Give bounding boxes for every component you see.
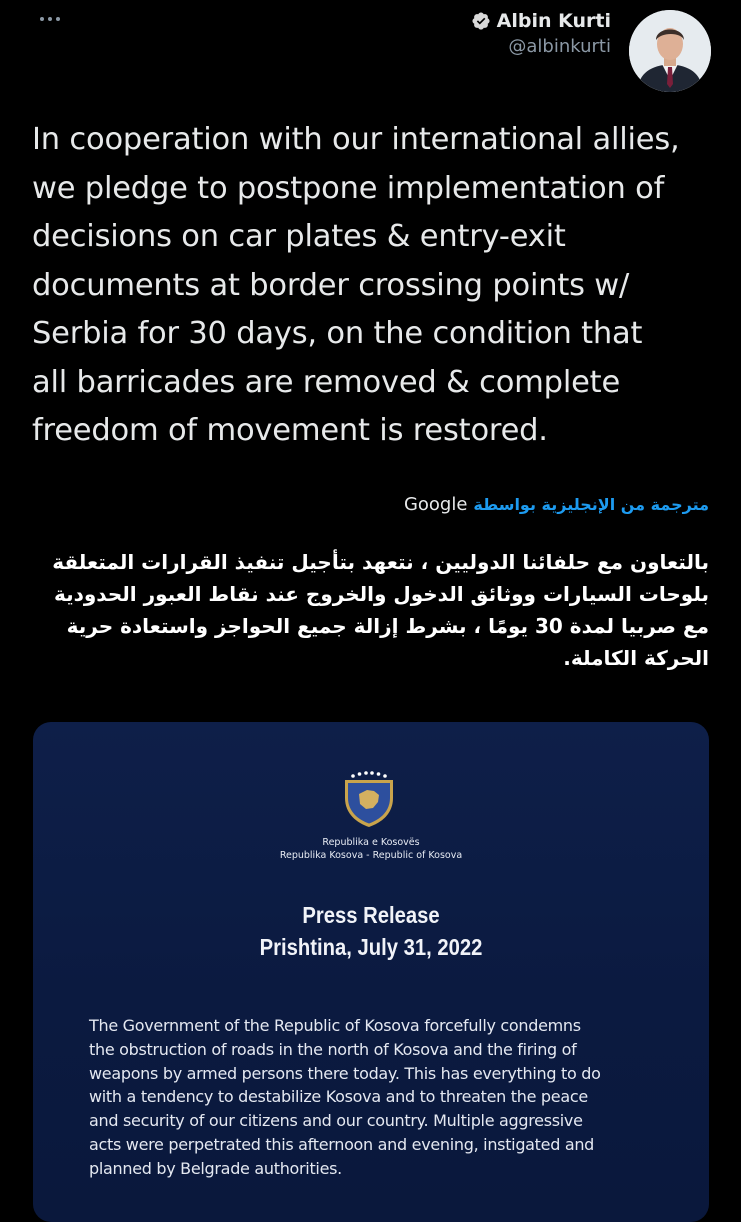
press-release-image[interactable]: [33, 722, 709, 1222]
profile-photo: [629, 10, 711, 92]
verified-badge-icon: [471, 11, 491, 31]
press-release-dateline: Prishtina, July 31, 2022: [259, 934, 483, 960]
republic-name-trilingual: Republika Kosova - Republic of Kosova: [279, 850, 463, 861]
translation-attribution: [404, 494, 709, 515]
google-label: Google: [403, 494, 468, 515]
more-options-button[interactable]: [34, 8, 66, 30]
press-release-title: Press Release: [302, 902, 440, 928]
tweet-author[interactable]: [471, 10, 611, 57]
author-handle[interactable]: @albinkurti: [508, 36, 611, 57]
republic-name-albanian: Republika e Kosovës: [322, 837, 420, 848]
press-release-body: The Government of the Republic of Kosova forcefully condemns the obstruction of roads in the north of Kosova and the firing of weapons by armed persons there today. This has everything to do with a tendency to destabilize Kosova and to threaten the peace and security of our citizens and our country. Multiple aggressive acts were perpetrated this afternoon and evening, instigated and planned by Belgrade authorities.: [89, 1016, 601, 1178]
translated-from-english-link[interactable]: مترجمة من الإنجليزية بواسطة: [473, 495, 709, 514]
ellipsis-icon-dot: [56, 17, 60, 21]
kosovo-emblem-icon: [341, 768, 397, 828]
translated-text: بالتعاون مع حلفائنا الدوليين ، نتعهد بتأجيل تنفيذ القرارات المتعلقة بلوحات السيارات ووثائق الدخول والخروج عند نقاط العبور الحدودية مع صربيا لمدة 30 يومًا ، بشرط إزالة جميع الحواجز واستعادة حرية الحركة الكاملة.: [52, 550, 709, 670]
tweet-text: In cooperation with our international allies, we pledge to postpone implementation of decisions on car plates & entry-exit documents at border crossing points w/ Serbia for 30 days, on the condition that all barricades are removed & complete freedom of movement is restored.: [32, 122, 680, 448]
avatar[interactable]: [629, 10, 711, 92]
author-name[interactable]: Albin Kurti: [496, 10, 611, 32]
author-name-row: [471, 10, 611, 32]
ellipsis-icon-dot: [48, 17, 52, 21]
ellipsis-icon: [40, 17, 44, 21]
